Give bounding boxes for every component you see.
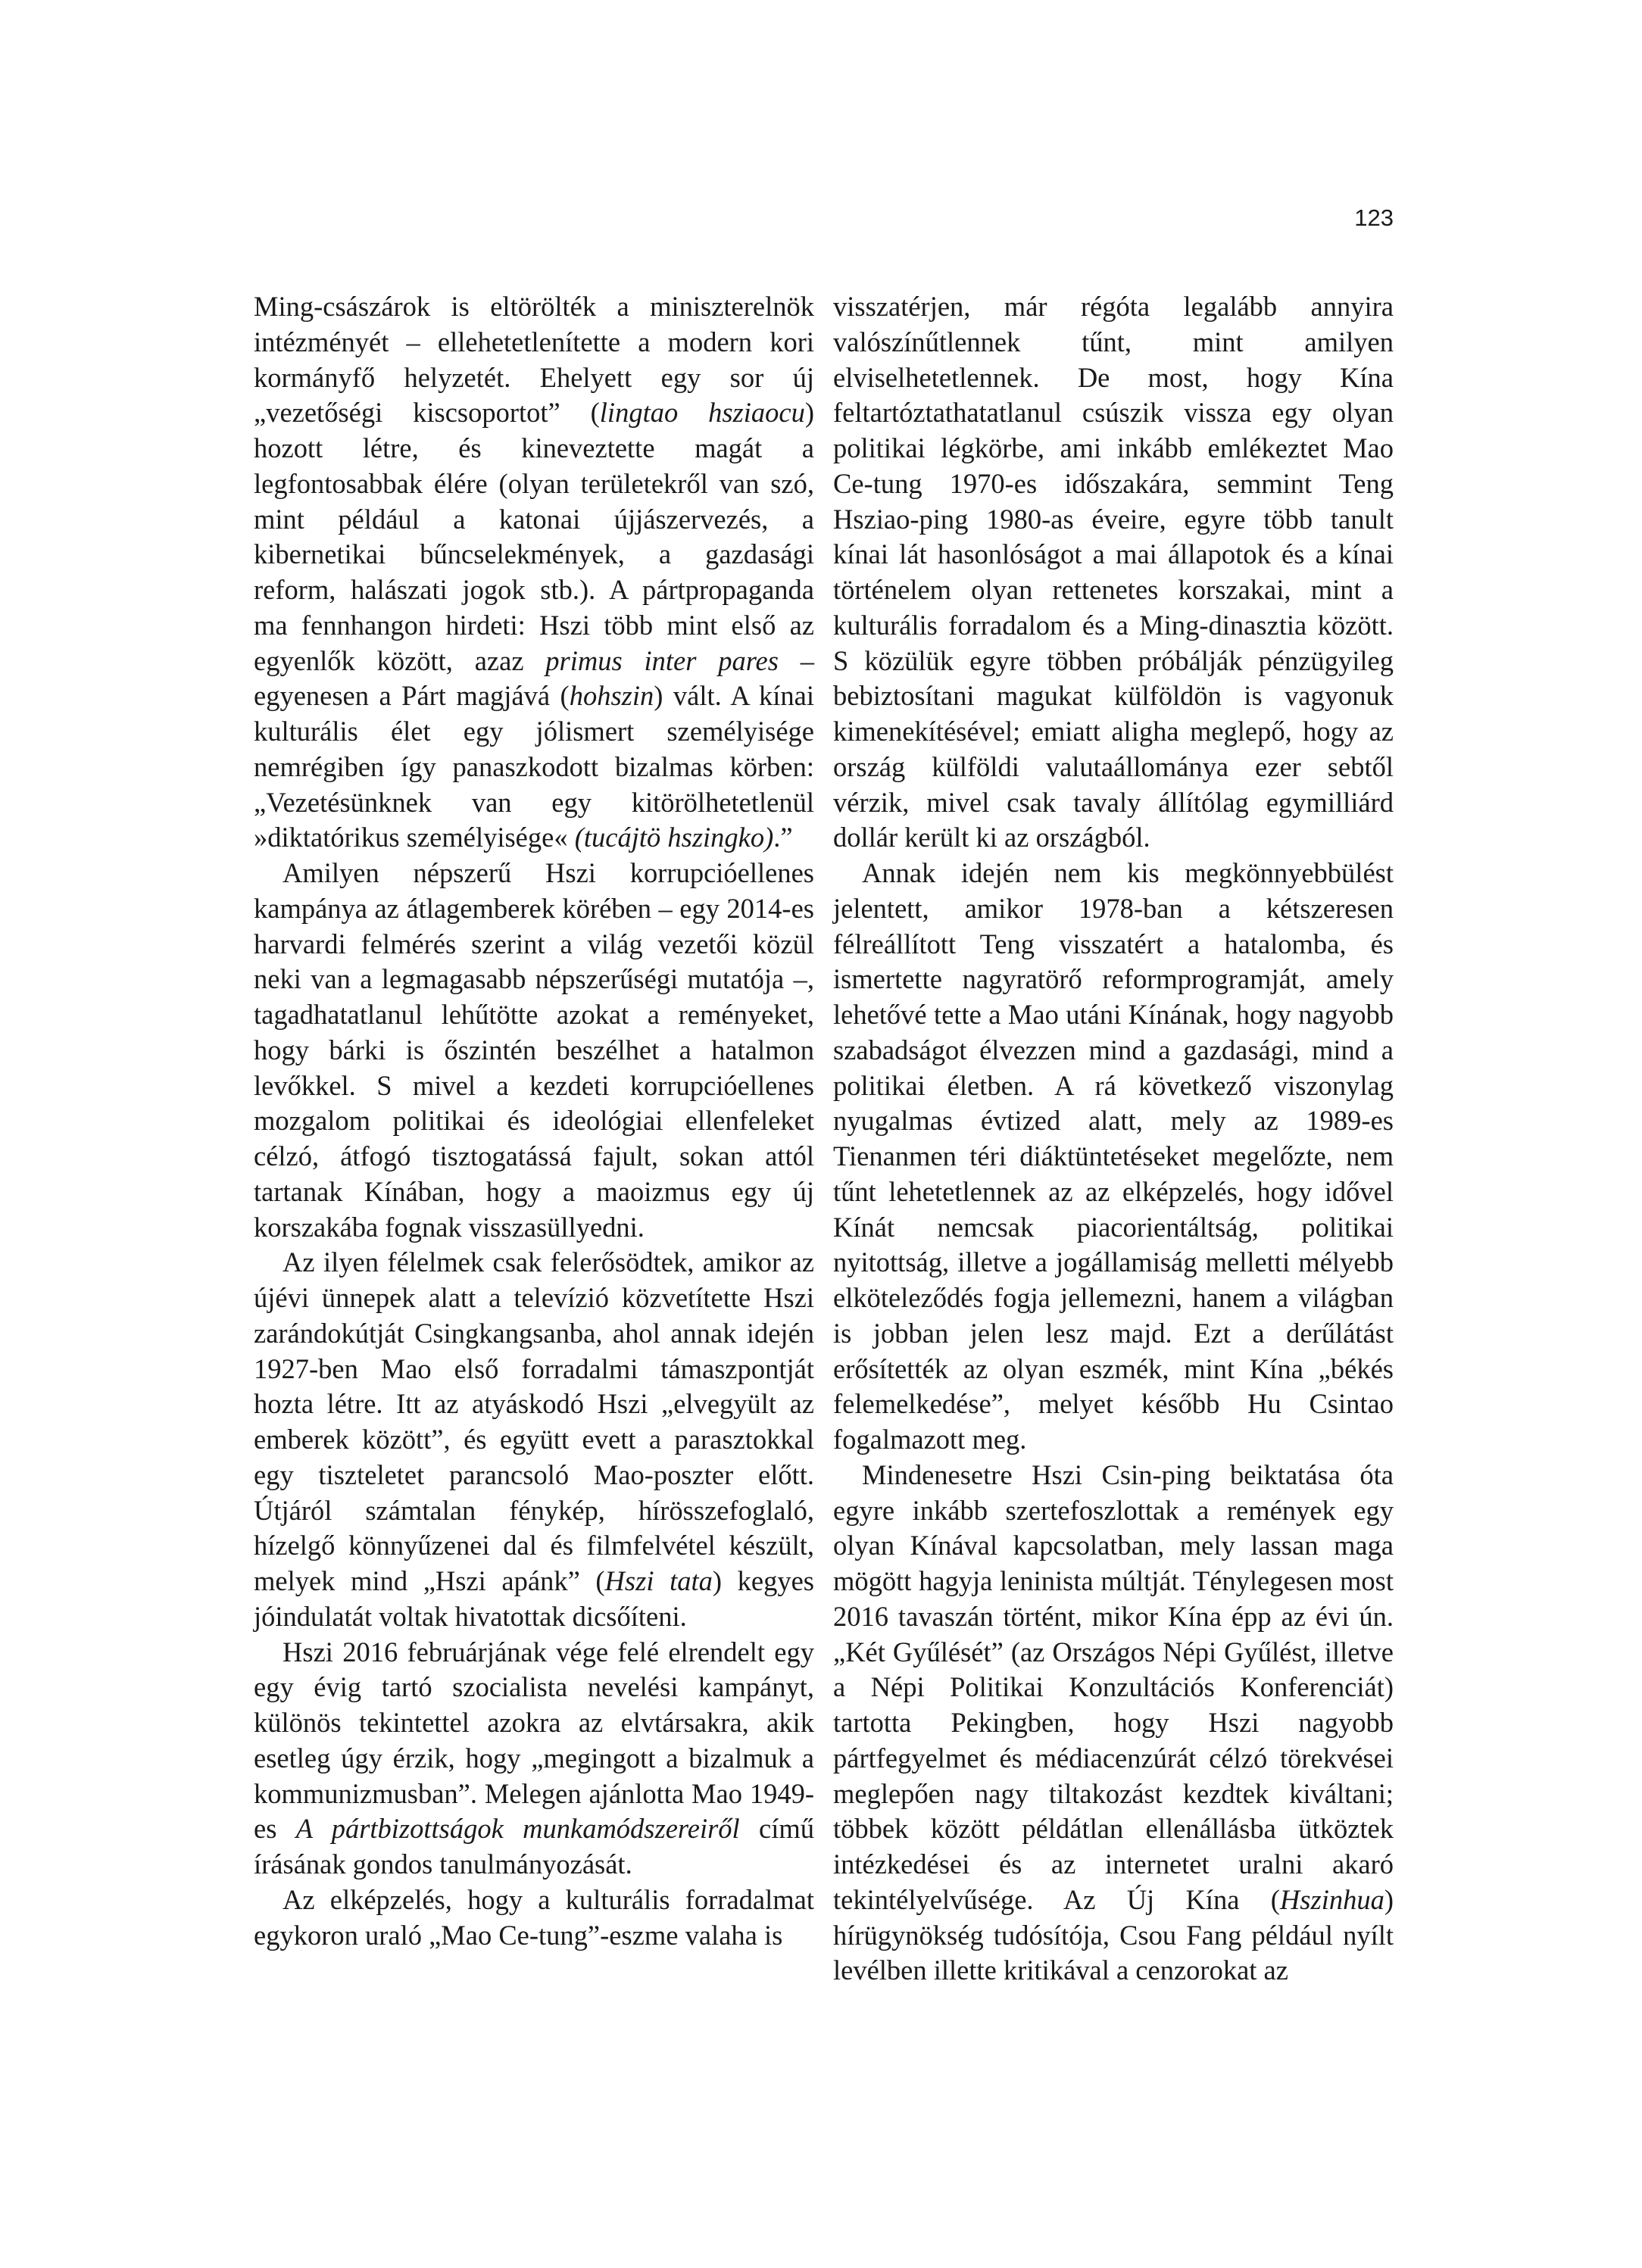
paragraph: Amilyen népszerű Hszi korrupcióellenes kampánya az átlagemberek körében – egy 2014-es harvardi felmérés szerint a világ vezetői közül neki van a legmagasabb népszerűségi mutatója –, tagadhatatlanul lehűtötte azokat a reményeket, hogy bárki is őszintén beszélhet a hatalmon levőkkel. S mivel a kezdeti korrupcióellenes mozgalom politikai és ideológiai ellenfeleket célzó, átfogó tisztogatássá fajult, sokan attól tartanak Kínában, hogy a maoizmus egy új korszakába fognak visszasüllyedni. [254, 857, 814, 1243]
paragraph: Az ilyen félelmek csak felerősödtek, amikor az újévi ünnepek alatt a televízió közvetítette Hszi zarándokútját Csingkangsanba, ahol annak idején 1927-ben Mao első forradalmi támaszpontját hozta létre. Itt az atyáskodó Hszi „elvegyült az emberek között”, és együtt evett a parasztokkal egy tiszteletet parancsoló Mao-poszter előtt. Útjáról számtalan fénykép, hírösszefoglaló, hízelgő könnyűzenei dal és filmfelvétel készült, melyek mind „Hszi apánk” (Hszi tata) kegyes jóindulatát voltak hivatottak dicsőíteni. [254, 1246, 814, 1632]
page-number: 123 [1354, 204, 1394, 231]
paragraph: Hszi 2016 februárjának vége felé elrendelt egy egy évig tartó szocialista nevelési kampányt, különös tekintettel azokra az elvtársakra, akik esetleg úgy érzik, hogy „megingott a bizalmuk a kommunizmusban”. Melegen ajánlotta Mao 1949-es A pártbizottságok munkamódszereiről című írásának gondos tanulmányozását. [254, 1636, 815, 1880]
paragraph: Mindenesetre Hszi Csin-ping beiktatása óta egyre inkább szertefoszlottak a remények egy olyan Kínával kapcsolatban, mely lassan maga mögött hagyja leninista múltját. Ténylegesen most 2016 tavaszán történt, mikor Kína épp az évi ún. „Két Gyűlését” (az Országos Népi Gyűlést, illetve a Népi Politikai Konzultációs Konferenciát) tartotta Pekingben, hogy Hszi nagyobb pártfegyelmet és médiacenzúrát célzó törekvései meglepően nagy tiltakozást kezdtek kiváltani; többek között példátlan ellenállásba ütköztek intézkedései és az internetet uralni akaró tekintélyelvűsége. Az Új Kína (Hszinhua) hírügynökség tudósítója, Csou Fang például nyílt levélben illette kritikával a cenzorokat az [833, 1458, 1394, 1986]
paragraph: Annak idején nem kis megkönnyebbülést jelentett, amikor 1978-ban a kétszeresen félreállított Teng visszatért a hatalomba, és ismertette nagyratörő reformprogramját, amely lehetővé tette a Mao utáni Kínának, hogy nagyobb szabadságot élvezzen mind a gazdasági, mind a politikai életben. A rá következő viszonylag nyugalmas évtized alatt, mely az 1989-es Tienanmen téri diáktüntetéseket megelőzte, nem tűnt lehetetlennek az az elképzelés, hogy idővel Kínát nemcsak piacorientáltság, politikai nyitottság, illetve a jogállamiság melletti mélyebb elköteleződés fogja jellemezni, hanem a világban is jobban jelen lesz majd. Ezt a derűlátást erősítették az olyan eszmék, mint Kína „békés felemelkedése”, melyet később Hu Csintao fogalmazott meg. [833, 857, 1394, 1455]
paragraph: visszatérjen, már régóta legalább annyira valószínűtlennek tűnt, mint amilyen elviselhetetlennek. De most, hogy Kína feltartóztathatatlanul csúszik vissza egy olyan politikai légkörbe, ami inkább emlékeztet Mao Ce-tung 1970-es időszakára, semmint Teng Hsziao-ping 1980-as éveire, egyre több tanult kínai lát hasonlóságot a mai állapotok és a kínai történelem olyan rettenetes korszakai, mint a kulturális forradalom és a Ming-dinasztia között. S közülük egyre többen próbálják pénzügyileg bebiztosítani magukat külföldön is vagyonuk kimenekítésével; emiatt aligha meglepő, hogy az ország külföldi valutaállománya ezer sebtől vérzik, mivel csak tavaly állítólag egymilliárd dollár került ki az országból. [833, 291, 1394, 853]
paragraph: Az elképzelés, hogy a kulturális forradalmat egykoron uraló „Mao Ce-tung”-eszme valaha is [254, 1883, 814, 1951]
paragraph: Ming-császárok is eltörölték a miniszterelnök intézményét – ellehetetlenítette a modern kori kormányfő helyzetét. Ehelyett egy sor új „vezetőségi kiscsoportot” (lingtao hsziaocu) hozott létre, és kineveztette magát a legfontosabbak élére (olyan területekről van szó, mint például a katonai újjászervezés, a kibernetikai bűncselekmények, a gazdasági reform, halászati jogok stb.). A pártpropaganda ma fennhangon hirdeti: Hszi több mint első az egyenlők között, azaz primus inter pares – egyenesen a Párt magjává (hohszin) vált. A kínai kulturális élet egy jólismert személyisége nemrégiben így panaszkodott bizalmas körben: „Vezetésünknek van egy kitörölhetetlenül »diktatórikus személyisége« (tucájtö hszingko).” [254, 291, 814, 853]
left-column [254, 289, 814, 1953]
right-column [833, 289, 1394, 1989]
